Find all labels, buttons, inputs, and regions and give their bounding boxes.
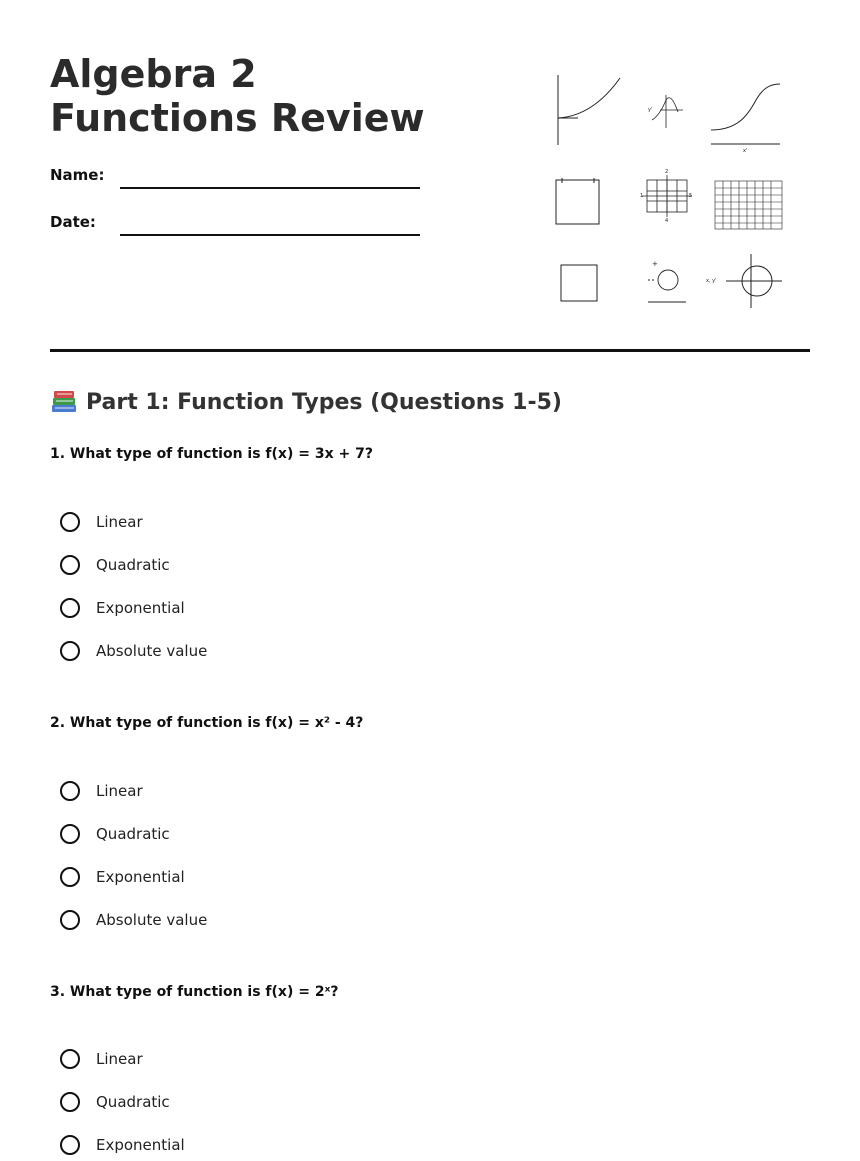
date-label: Date: <box>50 213 96 231</box>
option-label: Absolute value <box>96 911 208 929</box>
q3-option-exponential[interactable] <box>60 1130 185 1160</box>
books-icon <box>50 388 78 416</box>
q2-option-exponential[interactable] <box>60 862 185 892</box>
sine-curve-sketch-icon <box>648 95 683 128</box>
svg-text:y': y' <box>648 107 653 113</box>
section-divider <box>50 349 810 352</box>
circle-axes-icon <box>706 254 782 308</box>
radio-button[interactable] <box>60 641 80 661</box>
q2-option-linear[interactable] <box>60 776 143 806</box>
s-curve-graph-icon <box>711 84 780 154</box>
svg-text:4: 4 <box>665 218 669 224</box>
section-title-text: Part 1: Function Types (Questions 1-5) <box>86 389 562 415</box>
name-field-line[interactable] <box>120 187 420 189</box>
q1-option-linear[interactable] <box>60 507 143 537</box>
q3-option-linear[interactable] <box>60 1044 143 1074</box>
question-3-text: 3. What type of function is f(x) = 2ˣ? <box>50 984 339 1000</box>
radio-button[interactable] <box>60 1049 80 1069</box>
option-label: Exponential <box>96 868 185 886</box>
small-circle-icon <box>648 260 686 302</box>
option-label: Linear <box>96 513 143 531</box>
q1-option-exponential[interactable] <box>60 593 185 623</box>
radio-button[interactable] <box>60 910 80 930</box>
small-square-icon <box>561 265 597 301</box>
svg-text:2: 2 <box>665 169 669 175</box>
option-label: Linear <box>96 782 143 800</box>
option-label: Quadratic <box>96 1093 170 1111</box>
radio-button[interactable] <box>60 824 80 844</box>
question-1-text: 1. What type of function is f(x) = 3x + 7? <box>50 446 373 462</box>
radio-button[interactable] <box>60 781 80 801</box>
q1-option-quadratic[interactable] <box>60 550 170 580</box>
radio-button[interactable] <box>60 867 80 887</box>
radio-button[interactable] <box>60 1135 80 1155</box>
svg-text:x, y': x, y' <box>706 278 717 284</box>
q2-option-absolute-value[interactable] <box>60 905 207 935</box>
option-label: Exponential <box>96 1136 185 1154</box>
page-title: Algebra 2 Functions Review <box>50 52 425 140</box>
square-box-icon <box>556 178 599 224</box>
svg-text:+: + <box>652 260 658 268</box>
exponential-curve-graph-icon <box>558 75 620 145</box>
q1-option-absolute-value[interactable] <box>60 636 207 666</box>
section-title <box>50 388 562 416</box>
svg-text:x': x' <box>743 148 748 154</box>
date-field-line[interactable] <box>120 234 420 236</box>
option-label: Quadratic <box>96 556 170 574</box>
radio-button[interactable] <box>60 512 80 532</box>
option-label: Linear <box>96 1050 143 1068</box>
q3-option-quadratic[interactable] <box>60 1087 170 1117</box>
option-label: Quadratic <box>96 825 170 843</box>
option-label: Exponential <box>96 599 185 617</box>
question-2-text: 2. What type of function is f(x) = x² - 4? <box>50 715 364 731</box>
radio-button[interactable] <box>60 555 80 575</box>
radio-button[interactable] <box>60 598 80 618</box>
option-label: Absolute value <box>96 642 208 660</box>
name-label: Name: <box>50 166 105 184</box>
svg-text:5: 5 <box>689 193 693 199</box>
radio-button[interactable] <box>60 1092 80 1112</box>
grid-cross-icon <box>640 169 692 224</box>
function-graphs-illustration <box>548 70 798 315</box>
q2-option-quadratic[interactable] <box>60 819 170 849</box>
svg-text:1: 1 <box>640 193 644 199</box>
grid-icon <box>715 181 782 229</box>
